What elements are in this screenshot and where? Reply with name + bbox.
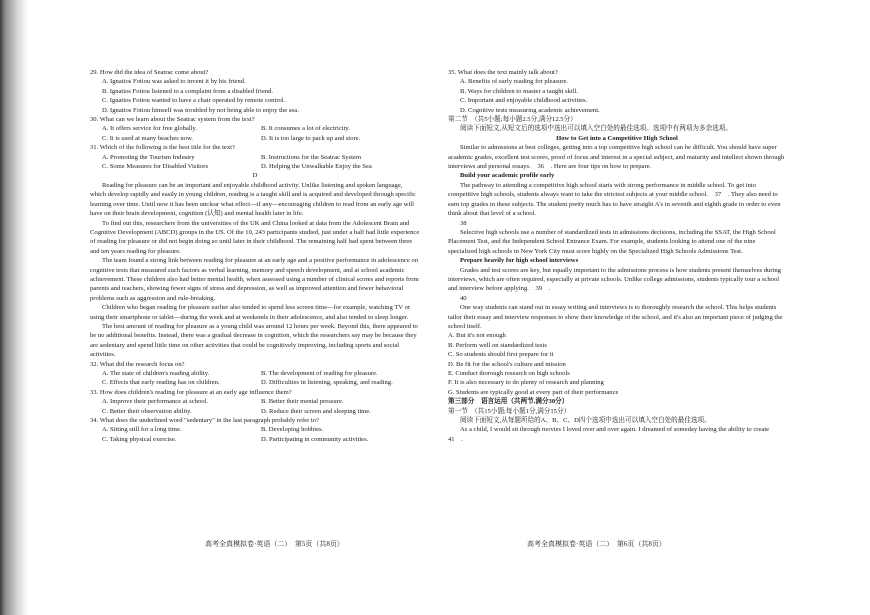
option-text: A. Improve their performance at school.: [102, 398, 209, 406]
text-line: C. So students should first prepare for it: [448, 351, 554, 359]
option-text: B. Developing hobbies.: [261, 426, 324, 434]
option-pair: [90, 407, 420, 416]
text-line: 34. What does the underlined word "sedentary" in the last paragraph probably refer to?: [90, 417, 320, 425]
text-line: A. Ignatios Fotiou was asked to invent it by his friend.: [102, 78, 246, 86]
text-line: B. Ignatios Fotiou listened to a complaint from a disabled friend.: [102, 87, 274, 95]
text-line: 第一节 （共15小题;每小题1分,满分15分）: [448, 407, 571, 415]
option-text: D. Difficulties in listening, speaking, and reading.: [261, 379, 393, 387]
option-text: D. Reduce their screen and sleeping time.: [261, 407, 371, 415]
option-text: B. The development of reading for pleasure.: [261, 370, 378, 377]
option-pair: [90, 435, 420, 444]
text-line: 35. What does the text mainly talk about?: [448, 69, 558, 76]
text-line: B. Ways for children to master a taught skill.: [460, 87, 579, 95]
option-text: C. Some Measures for Disabled Visitors: [102, 163, 209, 171]
option-text: B. Better their mental pressure.: [261, 398, 344, 406]
option-text: C. Better their observation ability.: [102, 407, 192, 415]
text-line: 33. How does children's reading for pleasure at an early age influence them?: [90, 388, 292, 396]
text-line: The pathway to attending a competitive high school starts with strong performance in middle school. To get into competitive high schools, students always want to take the strictest subjects at your middle school. 37 . They also need to earn top grades in these subjects. The student pretty much has to have straight A's in seventh and eighth grade in order to even think about that level of a school.: [448, 181, 781, 218]
text-line: Selective high schools use a number of standardized tests in admissions decisions, including the SSAT, the High School Placement Test, and the Independent School Entrance Exam. For example, students looking to attend one of the nine specialized high schools in New York City must score highly on the Specialized High Schools Admissions Test.: [448, 228, 776, 255]
option-pair: [90, 425, 420, 434]
option-text: D. Participating in community activities.: [261, 435, 369, 443]
text-line: A. Benefits of early reading for pleasure.: [460, 78, 569, 86]
text-line: Reading for pleasure can be an important and enjoyable childhood activity. Unlike listening and spoken language, which develop rapidly and easily in young children, reading is a taught skill and is acquired and developed through specific learning over time. Until now it has been unclear what effect—if any—encouraging children to read from an early age will have on their brain development, cognition (认知) and mental health later in life.: [90, 181, 416, 218]
text-line: Similar to admissions at best colleges, getting into a top competitive high school can be difficult. You should have super academic grades, excellent test scores, proof of focus and interest in a special subject, and maturity and intellect shown through interviews and personal essays. 36 . Here are four tips on how to prepare.: [448, 144, 785, 171]
text-line: 31. Which of the following is the best title for the text?: [90, 144, 235, 152]
text-line: D. Ignatios Fotiou himself was troubled by not being able to enjoy the sea.: [102, 106, 299, 114]
option-pair: [90, 162, 420, 171]
text-line: 第二节 （共5小题;每小题2.5分,满分12.5分）: [448, 116, 577, 124]
option-text: D. Helping the Unwalkable Enjoy the Sea: [261, 163, 372, 171]
option-text: C. Effects that early reading has on children.: [102, 379, 220, 387]
text-line: 40: [460, 294, 467, 302]
text-line: The team found a strong link between reading for pleasure at an early age and a positive performance in adolescence on cognitive tests that measured such factors as verbal learning, memory and speech development, and at school academic achievement. These children also had better mental health, when assessed using a number of clinical scores and reports from parents and teachers, showing fewer signs of stress and depression, as well as improved attention and fewer behavioral problems such as aggression and rule-breaking.: [90, 257, 419, 302]
text-line: 29. How did the idea of Seatrac come about?: [90, 69, 209, 76]
text-line: Prepare heavily for high school interviews: [460, 257, 579, 265]
text-line: 38: [460, 219, 467, 227]
text-line: 第三部分 语言运用（共两节,满分30分）: [448, 398, 569, 406]
option-text: A. It offers service for free globally.: [102, 125, 198, 133]
text-line: Grades and test scores are key, but equally important to the admissions process is how students present themselves during interviews, which are often required, especially at private schools. Unlike college admissions, students typically tour a school and interview before applying. 39 .: [448, 266, 781, 293]
option-pair: [90, 369, 420, 378]
text-line: C. Ignatios Fotiou wanted to have a chair operated by remote control.: [102, 97, 286, 105]
option-text: C. It is used at many beaches now.: [102, 134, 193, 142]
text-line: 32. What did the research focus on?: [90, 360, 185, 368]
text-line: As a child, I would sit through movies I loved over and over again. I dreamed of someday having the ability to create 41 .: [448, 426, 776, 443]
option-pair: [90, 124, 420, 133]
text-line: The best amount of reading for pleasure as a young child was around 12 hours per week. Beyond this, there appeared to be no additional benefits. Instead, there was a gradual decrease in cognition, which the researchers say may be because they are sedentary and spend little time on other activities that could be cognitively improving, including sports and social activities.: [90, 322, 418, 359]
text-line: Children who began reading for pleasure earlier also tended to spend less screen time—for example, watching TV or using their smartphone or tablet—during the week and at weekends in their adolescence, and also tended to sleep longer.: [90, 304, 411, 321]
page-footer-right: 高考全真模拟卷·英语（二） 第6页（共8页）: [527, 540, 666, 548]
option-text: A. Promoting the Tourism Industry: [102, 153, 195, 161]
text-line: G. Students are typically good at every part of their performance: [448, 388, 619, 396]
option-text: A. Sitting still for a long time.: [102, 426, 182, 434]
text-line: A. But it's not enough: [448, 332, 506, 340]
option-text: B. Instructions for the Seatrac System: [261, 153, 361, 161]
page-footer-left: 高考全真模拟卷·英语（二） 第5页（共8页）: [205, 540, 344, 548]
text-line: F. It is also necessary to do plenty of research and planning: [448, 379, 604, 387]
text-line: 阅读下面短文,从短文后的选项中选出可以填入空白处的最佳选项。选项中有两项为多余选项。: [460, 125, 732, 133]
text-line: To find out this, researchers from the universities of the UK and China looked at data from the Adolescent Brain and Cognitive Development (ABCD) groups in the US. Of the 10, 243 participants studied, just under a half had little experience of reading for pleasure or did not begin doing so until later in their childhood. The remaining half had spent between three and ten years reading for pleasure.: [90, 219, 420, 255]
text-line: 30. What can we learn about the Seatrac system from the text?: [90, 116, 255, 124]
text-line: How to Get into a Competitive High School: [556, 134, 678, 142]
option-pair: [90, 153, 420, 162]
text-line: D. Cognitive tests measuring academic achievement.: [460, 106, 600, 114]
scan-shadow-edge: [0, 0, 28, 615]
option-pair: [90, 378, 420, 387]
text-line: E. Conduct thorough research on high schools: [448, 370, 570, 377]
option-pair: [90, 134, 420, 143]
option-text: C. Taking physical exercise.: [102, 435, 177, 443]
text-line: D. Be fit for the school's culture and mission: [448, 360, 566, 368]
text-line: B. Perform well on standardized tests: [448, 341, 547, 349]
text-line: C. Important and enjoyable childhood activities.: [460, 97, 588, 105]
text-line: Build your academic profile early: [460, 172, 555, 180]
option-text: A. The state of children's reading ability.: [102, 370, 210, 377]
text-line: 阅读下面短文,从每题所给的A、B、C、D四个选项中选出可以填入空白处的最佳选项。: [460, 417, 711, 425]
option-text: B. It consumes a lot of electricity.: [261, 125, 350, 133]
left-page-column: [90, 68, 420, 444]
text-line: One way students can stand out in essay writing and interviews is to thoroughly research the school. This helps students tailor their essay and interview responses to show their knowledge of the school, and it's also an important piece of judging the school itself.: [448, 304, 783, 330]
right-page-column: [448, 68, 786, 444]
option-text: D. It is too large to pack up and store.: [261, 134, 361, 142]
option-pair: [90, 397, 420, 406]
text-line: D: [252, 172, 258, 180]
